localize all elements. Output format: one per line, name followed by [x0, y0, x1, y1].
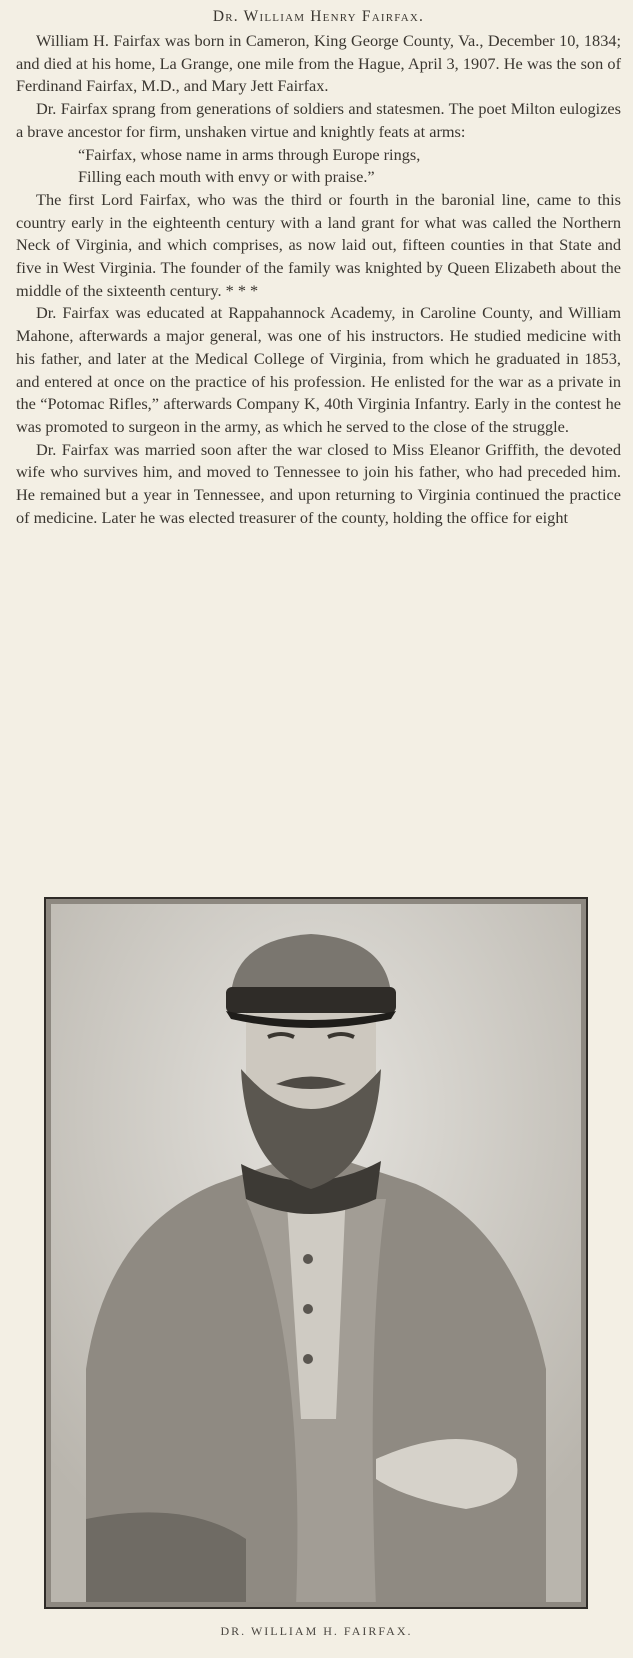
article-text — [16, 6, 621, 529]
portrait-illustration — [46, 899, 586, 1607]
portrait-photo — [44, 897, 588, 1609]
quote-line-2: Filling each mouth with envy or with praise.” — [78, 167, 375, 187]
milton-quote — [78, 144, 621, 189]
paragraph-ancestry: Dr. Fairfax sprang from generations of soldiers and statesmen. The poet Milton eulogizes a brave ancestor for firm, unshaken virtue and knightly feats at arms: — [16, 99, 621, 141]
article-heading: Dr. William Henry Fairfax. — [212, 8, 425, 25]
paragraph-education: Dr. Fairfax was educated at Rappahannock Academy, in Caroline County, and William Mahone, afterwards a major general, was one of his instructors. He studied medicine with his father, and later at the Medical College of Virginia, from which he graduated in 1853, and entered at once on the practice of his profession. He enlisted for the war as a private in the “Potomac Rifles,” afterwards Company K, 40th Virginia Infantry. Early in the contest he was promoted to surgeon in the army, as which he served to the close of the struggle. — [16, 303, 621, 436]
paragraph-lord-fairfax: The first Lord Fairfax, who was the third or fourth in the baronial line, came to this country early in the eighteenth century with a land grant for what was called the Northern Neck of Virginia, and which comprises, as now laid out, fifteen counties in that State and five in West Virginia. The founder of the family was knighted by Queen Elizabeth about the middle of the sixteenth century. * * * — [16, 189, 621, 300]
paragraph-birth: William H. Fairfax was born in Cameron, King George County, Va., December 10, 1834; and died at his home, La Grange, one mile from the Hague, April 3, 1907. He was the son of Ferdinand Fairfax, M.D., and Mary Jett Fairfax. — [16, 31, 621, 96]
photo-caption: DR. WILLIAM H. FAIRFAX. — [220, 1624, 413, 1638]
quote-line-1: “Fairfax, whose name in arms through Europe rings, — [78, 144, 421, 164]
paragraph-marriage: Dr. Fairfax was married soon after the war closed to Miss Eleanor Griffith, the devoted wife who survives him, and moved to Tennessee to join his father, who had preceded him. He remained but a year in Tennessee, and upon returning to Virginia continued the practice of medicine. Later he was elected treasurer of the county, holding the office for eight — [16, 439, 621, 527]
